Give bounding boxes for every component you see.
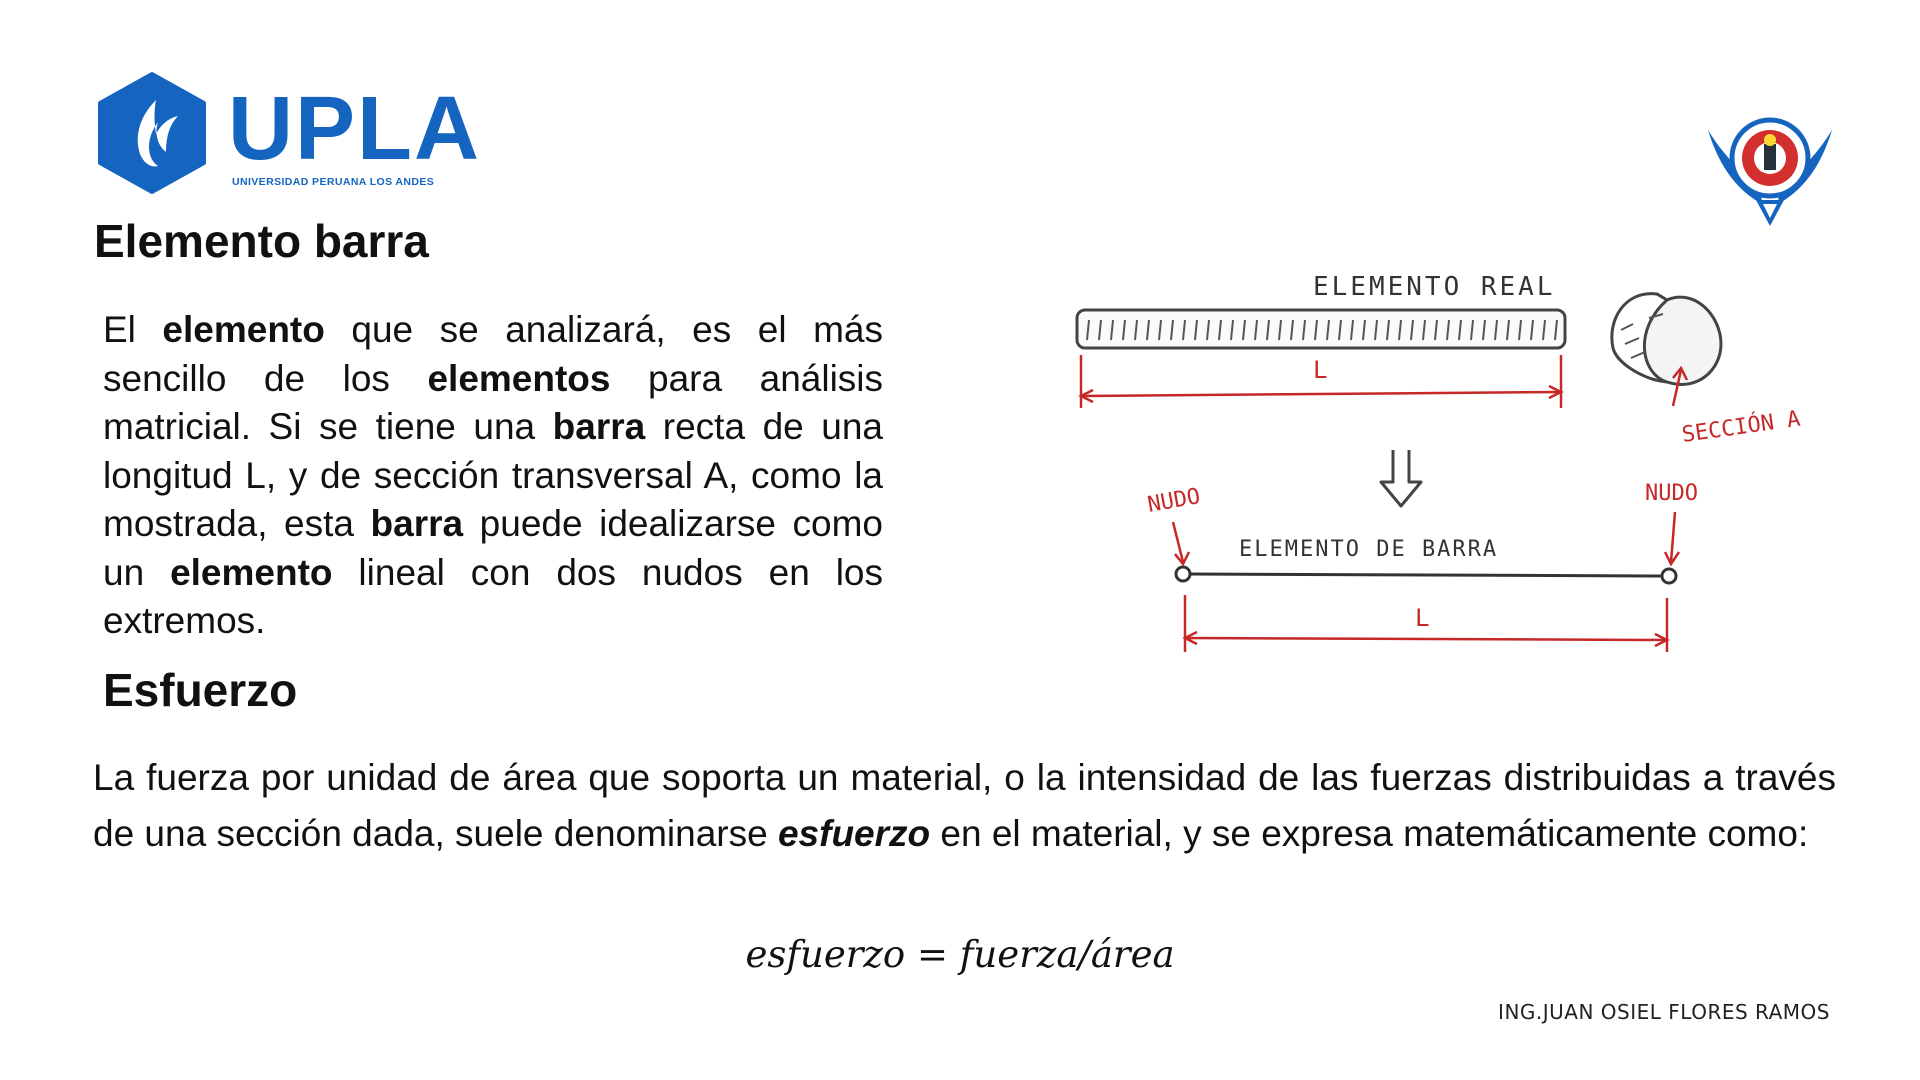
section-paragraph-esfuerzo: La fuerza por unidad de área que soporta un material, o la intensidad de las fuerzas distribuidas a través de una sección dada, suele denominarse esfuerzo en el material, y se expresa matemáticamente como: [93, 757, 1836, 854]
figure-label-elemento-barra: ELEMENTO DE BARRA [1239, 537, 1499, 562]
real-bar [1077, 310, 1565, 348]
section-a-label: SECCIÓN A [1680, 406, 1802, 448]
cross-section-sketch [1612, 294, 1721, 406]
logo-wordmark: UPLA [228, 79, 481, 179]
down-arrow-icon [1381, 450, 1421, 506]
section-title-esfuerzo: Esfuerzo [103, 664, 298, 716]
author-credit: ING.JUAN OSIEL FLORES RAMOS [1498, 1000, 1830, 1024]
node-label-right: NUDO [1645, 481, 1698, 506]
bottom-length-label: L [1415, 604, 1430, 632]
ideal-bar-line [1187, 574, 1665, 576]
upla-logo [96, 70, 481, 195]
institution-crest-icon [1700, 100, 1840, 228]
node-left-circle [1176, 567, 1190, 581]
top-length-label: L [1313, 356, 1328, 384]
node-label-left: NUDO [1145, 484, 1203, 518]
stress-formula: esfuerzo = fuerza/área [745, 933, 1175, 976]
bar-element-sketch [1055, 260, 1835, 670]
node-right-circle [1662, 569, 1676, 583]
upla-flame-icon [96, 72, 208, 194]
logo-tagline: UNIVERSIDAD PERUANA LOS ANDES [232, 176, 435, 188]
section-paragraph-elemento-barra: El elemento que se analizará, es el más sencillo de los elementos para análisis matricial. Si se tiene una barra recta de una longitud L, y de sección transversal A, como la mostrada, esta barra puede idealizarse como un elemento lineal con dos nudos en los extremos. [103, 309, 884, 641]
figure-label-elemento-real: ELEMENTO REAL [1313, 272, 1556, 302]
section-title-elemento-barra: Elemento barra [94, 215, 429, 267]
